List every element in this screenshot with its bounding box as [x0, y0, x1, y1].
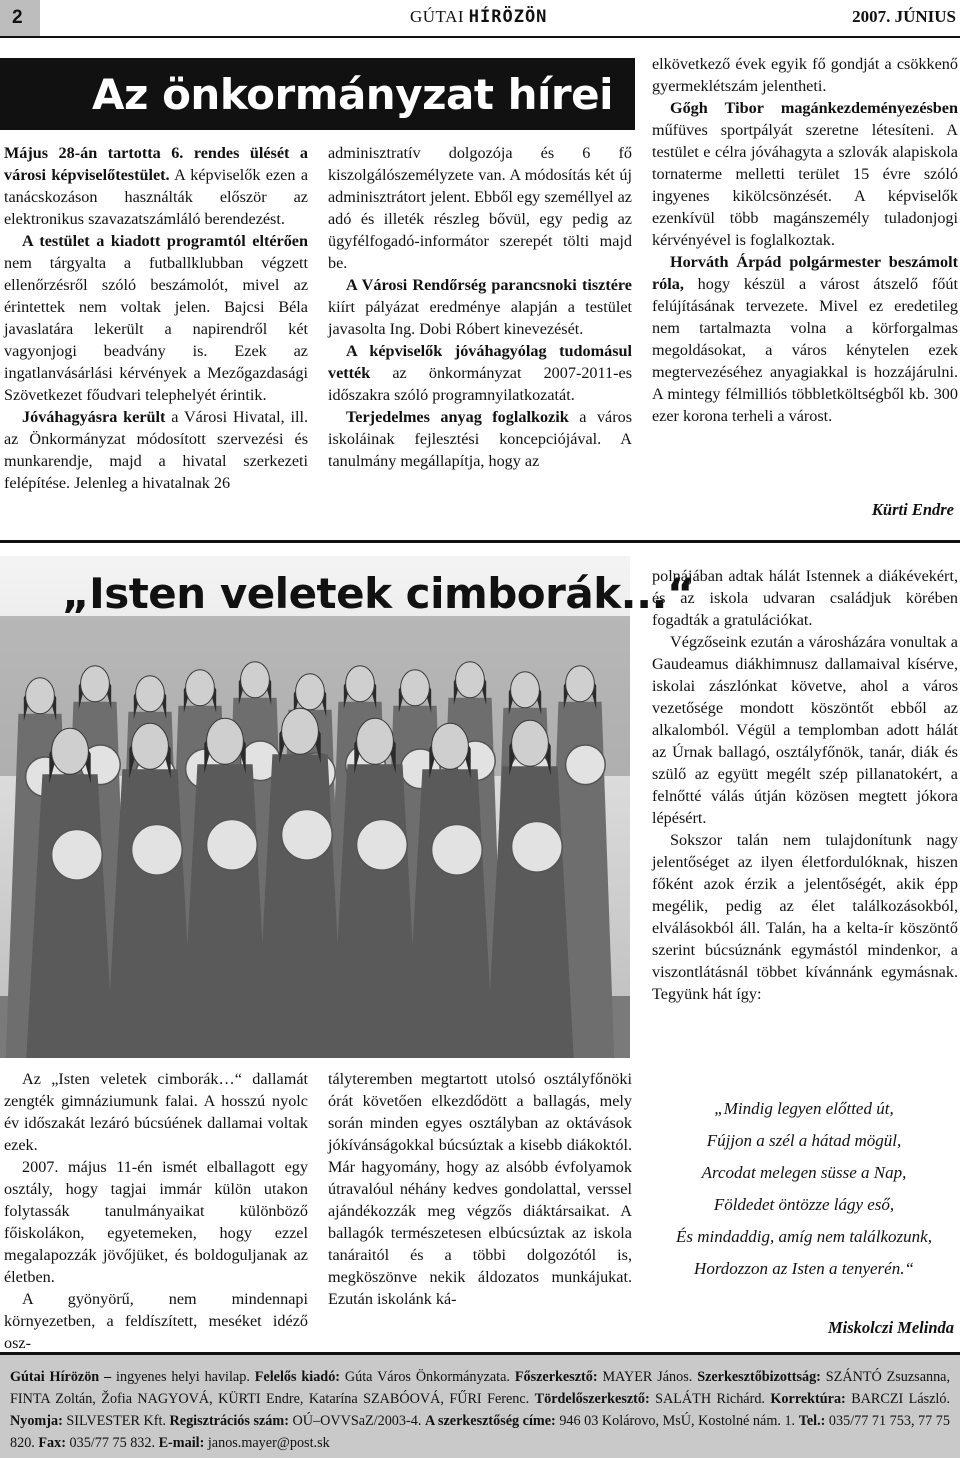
- imprint-label: E-mail:: [158, 1435, 205, 1451]
- flower-bouquet: [566, 745, 606, 785]
- imprint-label: Fax:: [38, 1435, 66, 1451]
- paragraph: [328, 142, 632, 274]
- imprint-label: Nyomja:: [10, 1413, 63, 1429]
- paragraph: Sokszor talán nem tulajdonítunk nagy jelentőséget az ilyen életfordulóknak, hiszen főként azok érzik a jelentőségét, akik épp megélik, pedig az élet találkozásokból, elválásokból áll. Talán, ha a kelta-ír köszöntő szerint búcsúznánk egymástól mindenkor, a viszontlátásnál többet kívánnánk egymásnak. Tegyünk hát így:: [652, 831, 958, 1003]
- paragraph: [328, 274, 632, 340]
- paragraph: [4, 406, 308, 494]
- graduate-head: [132, 723, 169, 769]
- flower-bouquet: [52, 830, 103, 881]
- imprint-label: Gútai Hírözön –: [10, 1369, 112, 1385]
- graduate-head: [456, 662, 485, 698]
- paragraph-text: elkövetkező évek egyik fő gondját a csökkenő gyermeklétszám jelentheti.: [652, 55, 958, 95]
- paragraph: [4, 230, 308, 406]
- masthead-brand: HÍRÖZÖN: [468, 7, 548, 27]
- graduate-head: [81, 666, 110, 702]
- poem-line: „Mindig legyen előtted út,: [714, 1099, 894, 1118]
- paragraph: tályteremben megtartott utolsó osztályfőnöki órát követően elkezdődött a ballagás, mely során minden egyes osztályban az oktávások jókívánságokkal búcsúztak a kisebb diákoktól. Már hagyomány, hogy az alsóbb évfolyamok útravalóul néhány kedves gondolattal, verssel ajándékozzák meg végzős diáktársaikat. A ballagók természetesen elbúcsúztak az iskola tanáraitól és a többi dolgozótól is, megköszönve nekik áldozatos munkájukat. Ezután iskolánk ká-: [328, 1070, 632, 1308]
- graduate-head: [52, 728, 89, 774]
- graduates-illustration: [0, 556, 630, 1058]
- paragraph-lead-in: A Városi Rendőrség parancsnoki tisztére: [346, 276, 632, 294]
- imprint-value: OÚ–OVVSaZ/2003-4.: [288, 1413, 425, 1429]
- paragraph-text: A képviselők ezen a tanácskozáson használták először az elektronikus szavazatszámláló berendezést.: [4, 166, 309, 228]
- article2-column-3: [652, 565, 958, 1005]
- paragraph: Az „Isten veletek cimborák…“ dallamát zengték gimnáziumunk falai. A hosszú nyolc év időszakát lezáró búcsúének dallamai voltak ezek.: [4, 1070, 308, 1154]
- header-rule: [0, 36, 960, 38]
- paragraph: [652, 251, 958, 427]
- issue-date: 2007. JÚNIUS: [852, 7, 956, 26]
- graduate-head: [296, 674, 325, 710]
- paragraph-text: a Városi Hivatal, ill. az Önkormányzat módosított szervezési és munkarendje, majd a hivatal szerkezeti felépítése. Jelenleg a hivatalnak 26: [4, 408, 309, 492]
- paragraph: [652, 53, 958, 97]
- article1-column-1: [4, 142, 308, 494]
- graduate-head: [357, 718, 394, 764]
- poem-line: Hordozzon az Isten a tenyerén.“: [694, 1259, 914, 1278]
- paragraph-text: adminisztratív dolgozója és 6 fő kiszolgálószemélyzete van. A módosítás két új adminisztrátort jelent. Ebből egy személlyel az adó és illeték részleg bővül, egy pedig az ügyfélfogadó-informátor szerepét tölti majd be.: [328, 144, 632, 272]
- imprint-value: 035/77 75 832.: [65, 1435, 159, 1451]
- masthead: [410, 7, 547, 27]
- page-number-box: [0, 0, 40, 37]
- paragraph-text: kiírt pályázat eredménye alapján a testület javasolta Ing. Dobi Róbert kinevezését.: [328, 298, 632, 338]
- paragraph: 2007. május 11-én ismét elballagott egy osztály, hogy tagjai immár külön utakon folytassák tanulmányaikat különböző főiskolákon, egyetemeken, hogy ezzel megalapozzák jövőjüket, és boldoguljanak az életben.: [4, 1158, 308, 1286]
- imprint-label: Tel.:: [798, 1413, 826, 1429]
- article2-byline: Miskolczi Melinda: [827, 1318, 954, 1337]
- imprint-value: Gúta Város Önkormányzata.: [340, 1369, 515, 1385]
- flower-bouquet: [357, 820, 408, 871]
- flower-bouquet: [512, 822, 563, 873]
- graduate-head: [432, 723, 469, 769]
- imprint-value: SILVESTER Kft.: [62, 1413, 170, 1429]
- paragraph-text: hogy készül a várost átszelő főút felújításának tervezete. Mivel ez eredetileg nem tartalmazta volna a körforgalmas megoldásokat, a város kénytelen ezek megtervezéséhez anyagiakkal is hozzájárulni. A mintegy félmilliós többletköltségből kb. 300 ezer korona terheli a várost.: [652, 275, 958, 425]
- imprint-label: Felelős kiadó:: [254, 1369, 341, 1385]
- graduate-head: [26, 678, 55, 714]
- section-title: Az önkormányzat hírei: [92, 70, 613, 119]
- flower-bouquet: [282, 810, 333, 861]
- article2-column-1: [4, 1068, 308, 1354]
- paragraph-lead-in: Horváth Árpád polgármester beszámolt róla,: [652, 253, 958, 293]
- graduate-head: [346, 666, 375, 702]
- imprint-label: Szerkesztőbizottság:: [697, 1369, 821, 1385]
- graduate-head: [401, 670, 430, 706]
- poem: [648, 1093, 960, 1285]
- imprint-label: Tördelőszerkesztő:: [534, 1391, 650, 1407]
- paragraph: Végzőseink ezután a városházára vonultak a Gaudeamus diákhimnusz dallamaival kísérve, iskolai zászlónkat követve, ahol a város vezetősége mondott köszöntőt ebből az alkalomból. Végül a templomban adott hálát az Úrnak ballagó, osztályfőnök, tanár, diák és szülő az együtt megélt szép pillanatokért, a felnőtté válás útján közösen megtett jókora lépésért.: [652, 633, 958, 827]
- section-divider: [0, 540, 960, 543]
- imprint-value: 946 03 Kolárovo, MsÚ, Kostolné nám. 1.: [555, 1413, 799, 1429]
- imprint-label: Főszerkesztő:: [514, 1369, 598, 1385]
- paragraph-lead-in: Terjedelmes anyag foglalkozik: [346, 408, 569, 426]
- paragraph-text: műfüves sportpályát szeretne létesíteni. A testület e célra jóváhagyta a szlovák alapiskola tornaterme melletti terület 15 évre szóló ingyenes kikölcsönzését. A képviselők ezenkívül több magánszemély tuladonjogi kérvényével is foglalkoztak.: [652, 121, 958, 249]
- imprint-label: Korrektúra:: [770, 1391, 846, 1407]
- flower-bouquet: [207, 820, 258, 871]
- paragraph: [328, 406, 632, 472]
- imprint-value: ingyenes helyi havilap.: [111, 1369, 255, 1385]
- article1-column-2: [328, 142, 632, 472]
- paragraph-text: nem tárgyalta a futballklubban végzett ellenőrzésről szóló beszámolót, mivel az érintettek nem voltak jelen. Bajcsi Béla javaslatára lekerült a napirendről két vagyonjogi beadvány is. Ezek az ingatlanvásárlási kérvények a Mezőgazdasági Szövetkezet főudvari telephelyét érintik.: [4, 254, 308, 404]
- paragraph-text: a város iskoláinak fejlesztési koncepciójával. A tanulmány megállapítja, hogy az: [328, 408, 633, 470]
- article1-byline: Kürti Endre: [871, 500, 954, 519]
- paragraph-lead-in: Gőgh Tibor magánkezdeményezésben: [670, 99, 958, 117]
- flower-bouquet: [132, 825, 183, 876]
- paragraph: [328, 340, 632, 406]
- imprint-value: janos.mayer@post.sk: [204, 1435, 330, 1451]
- imprint-value: SZÁNTÓ Zsuzsanna, FINTA Zoltán, Žofia NAGYOVÁ, KÜRTI Endre, Katarína SZABÓOVÁ, FŰRI Ferenc.: [10, 1369, 951, 1407]
- article2-column-2: [328, 1068, 632, 1310]
- paragraph: A gyönyörű, nem mindennapi környezetben, a feldíszített, meséket idéző osz-: [4, 1290, 308, 1352]
- graduate-head: [136, 676, 165, 712]
- graduate-head: [207, 718, 244, 764]
- poem-line: Fújjon a szél a hátad mögül,: [706, 1131, 902, 1150]
- masthead-prefix: GÚTAI: [410, 7, 465, 26]
- graduate-head: [282, 708, 319, 754]
- imprint-value: BARCZI László.: [845, 1391, 951, 1407]
- paragraph-lead-in: Május 28-án tartotta 6. rendes ülését a városi képviselőtestület.: [4, 144, 308, 184]
- page-number: 2: [12, 7, 23, 28]
- imprint-value: SALÁTH Richárd.: [649, 1391, 771, 1407]
- graduation-photo: [0, 556, 630, 1058]
- page-header: [0, 0, 960, 37]
- article2-headline: „Isten veletek cimborák...“: [62, 569, 695, 618]
- poem-line: És mindaddig, amíg nem találkozunk,: [676, 1227, 932, 1246]
- paragraph-text: az önkormányzat 2007-2011-es időszakra szóló programnyilatkozatát.: [328, 364, 632, 404]
- graduate-head: [511, 672, 540, 708]
- poem-line: Földedet öntözze lágy eső,: [713, 1195, 895, 1214]
- imprint-label: A szerkesztőség címe:: [424, 1413, 556, 1429]
- graduate-head: [512, 720, 549, 766]
- imprint-label: Regisztrációs szám:: [169, 1413, 289, 1429]
- paragraph: polnájában adtak hálát Istennek a diákévekért, és az iskola udvaran családjuk körében fogadták a gratulációkat.: [652, 567, 958, 629]
- paragraph: [652, 97, 958, 251]
- poem-line: Arcodat melegen süsse a Nap,: [701, 1163, 907, 1182]
- paragraph-lead-in: A képviselők jóváhagyólag tudomásul vették: [328, 342, 632, 382]
- paragraph-lead-in: Jóváhagyásra került: [22, 408, 166, 426]
- paragraph-lead-in: A testület a kiadott programtól eltérően: [22, 232, 308, 250]
- imprint-value: 035/77 71 753, 77 75 820.: [10, 1413, 950, 1451]
- paragraph: [4, 142, 308, 230]
- graduate-head: [186, 670, 215, 706]
- imprint-value: MAYER János.: [597, 1369, 698, 1385]
- article1-column-3: [652, 53, 958, 427]
- graduate-head: [566, 666, 595, 702]
- imprint-footer: [0, 1352, 960, 1458]
- graduate-head: [241, 662, 270, 698]
- flower-bouquet: [432, 825, 483, 876]
